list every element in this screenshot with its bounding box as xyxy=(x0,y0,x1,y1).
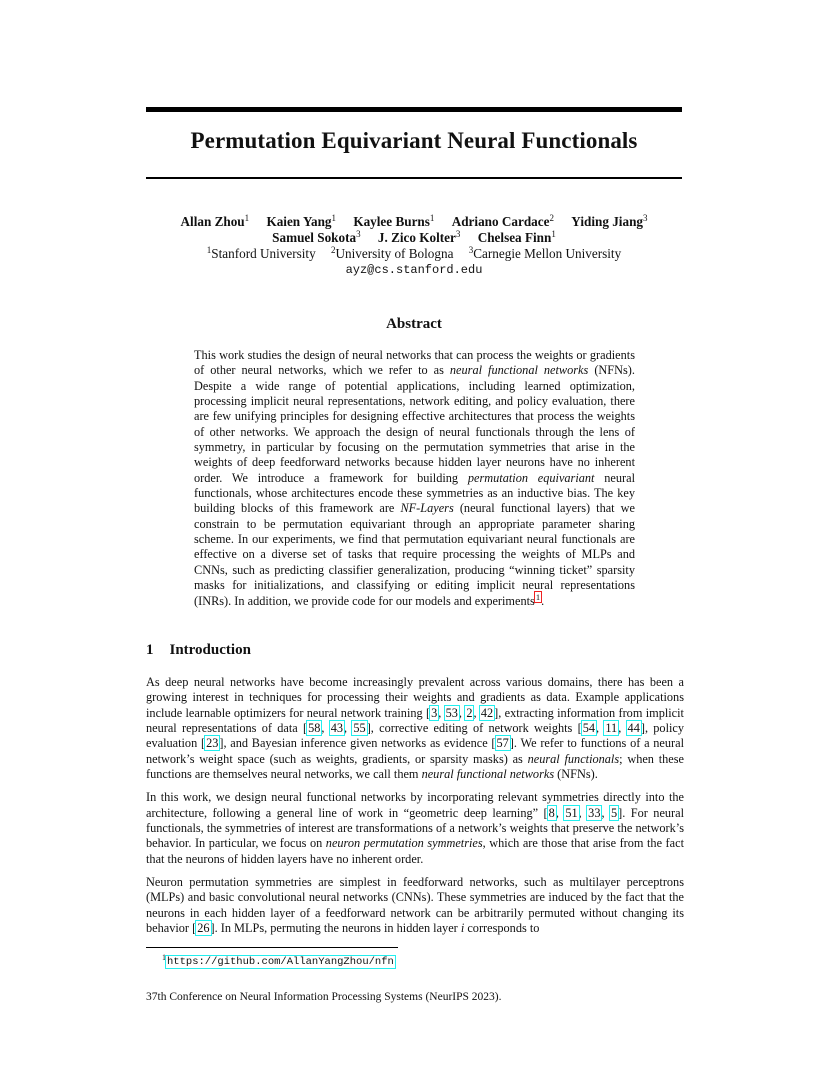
citation-link[interactable]: 26 xyxy=(197,921,210,936)
citation-link[interactable]: 55 xyxy=(353,721,366,736)
author: Adriano Cardace$^2$ xyxy=(451,213,554,229)
affiliation: $^2$University of Bologna xyxy=(330,245,454,261)
affiliation: $^3$Carnegie Mellon University xyxy=(468,245,622,261)
citation-link[interactable]: 11 xyxy=(605,721,618,736)
citation-link[interactable]: 2 xyxy=(466,705,473,720)
author: Allan Zhou$^1$ xyxy=(180,213,250,229)
footnote-url-link[interactable]: https://github.com/AllanYangZhou/nfn xyxy=(167,956,394,968)
title-rule-top xyxy=(146,107,682,112)
author: Samuel Sokota$^3$ xyxy=(272,229,361,245)
author-line-1 xyxy=(146,214,682,230)
citation-link[interactable]: 8 xyxy=(548,805,555,820)
author: Kaylee Burns$^1$ xyxy=(353,213,435,229)
paragraph: Neuron permutation symmetries are simplest in feedforward networks, such as multilayer perceptrons (MLPs) and basic convolutional neural networks (CNNs). These symmetries are induced by the fact that the neurons in each hidden layer of a feedforward network can be arbitrarily permuted without changing its behavior [26]. In MLPs, permuting the neurons in hidden layer i corresponds to xyxy=(146,875,684,936)
citation-link[interactable]: 33 xyxy=(588,805,601,820)
paragraph: In this work, we design neural functional networks by incorporating relevant symmetries directly into the architecture, following a general line of work in “geometric deep learning” [8, 51, 33, 5]. For neural functionals, the symmetries of interest are transformations of a network’s weights that preserve the network’s behavior. In particular, we focus on neuron permutation symmetries, which are those that arise from the fact that the neurons of hidden layers have no inherent order. xyxy=(146,790,685,866)
citation-link[interactable]: 54 xyxy=(582,721,595,736)
contact-email: ayz@cs.stanford.edu xyxy=(345,263,483,277)
author: Yiding Jiang$^3$ xyxy=(571,213,648,229)
paragraph: As deep neural networks have become increasingly prevalent across various domains, there has been a growing interest in techniques for processing their weights and gradients as data. Example applications include learnable optimizers for neural network training [3, 53, 2, 42], extracting information from implicit neural representations of data [58, 43, 55], corrective editing of network weights [54, 11, 44], policy evaluation [23], and Bayesian inference given networks as evidence [57]. We refer to functions of a neural network’s weight space (such as weights, gradients, or sparsity masks) as neural functionals; when these functions are themselves neural networks, we call them neural functional networks (NFNs). xyxy=(146,675,685,782)
citation-link[interactable]: 57 xyxy=(496,736,509,751)
intro-body xyxy=(146,675,684,945)
citation-link[interactable]: 44 xyxy=(627,721,640,736)
abstract-heading: Abstract xyxy=(386,316,442,332)
paper-title: Permutation Equivariant Neural Functionals xyxy=(190,128,638,153)
citation-link[interactable]: 5 xyxy=(611,805,618,820)
author: Chelsea Finn$^1$ xyxy=(477,229,556,245)
title-rule-bottom xyxy=(146,177,682,179)
citation-link[interactable]: 51 xyxy=(565,805,578,820)
affiliations xyxy=(146,246,682,262)
section-heading: 1 Introduction xyxy=(146,642,251,658)
citation-link[interactable]: 53 xyxy=(445,705,458,720)
affiliation: $^1$Stanford University xyxy=(206,245,316,261)
footnote-link[interactable]: 1 xyxy=(535,591,541,602)
footnote: $^1$https://github.com/AllanYangZhou/nfn xyxy=(162,953,394,968)
citation-link[interactable]: 42 xyxy=(480,705,494,720)
citation-link[interactable]: 43 xyxy=(330,721,344,736)
author: Kaien Yang$^1$ xyxy=(266,213,337,229)
abstract-text: This work studies the design of neural networks that can process the weights or gradients of other neural networks, which we refer to as neural functional networks (NFNs). Despite a wide range of potential applications, including learned optimization, processing implicit neural representations, network editing, and policy evaluation, there are few unifying principles for designing effective architectures that process the weights of other networks. We approach the design of neural functionals through the lens of symmetry, in particular by focusing on the permutation symmetries that arise in the weights of deep feedforward networks because hidden layer neurons have no inherent order. We introduce a framework for building permutation equivariant neural functionals, whose architectures encode these symmetries as an inductive bias. The key building blocks of this framework are NF-Layers (neural functional layers) that we constrain to be permutation equivariant through an appropriate parameter sharing scheme. In our experiments, we find that permutation equivariant neural functionals are effective on a diverse set of tasks that require processing the weights of MLPs and CNNs, such as predicting classifier generalization, producing “winning ticket” sparsity masks for initializations, and classifying or editing implicit neural representations (INRs). In addition, we provide code for our models and experiments$^1$. xyxy=(194,348,636,608)
arxiv-sidebar-id xyxy=(10,289,48,756)
citation-link[interactable]: 3 xyxy=(431,705,438,720)
citation-link[interactable]: 23 xyxy=(206,736,219,751)
author: J. Zico Kolter$^3$ xyxy=(377,229,461,245)
citation-link[interactable]: 58 xyxy=(308,721,321,736)
venue-footer: 37th Conference on Neural Information Processing Systems (NeurIPS 2023). xyxy=(146,991,502,1003)
author-block xyxy=(146,214,682,278)
author-line-2 xyxy=(146,230,682,246)
footnote-rule xyxy=(146,947,398,948)
